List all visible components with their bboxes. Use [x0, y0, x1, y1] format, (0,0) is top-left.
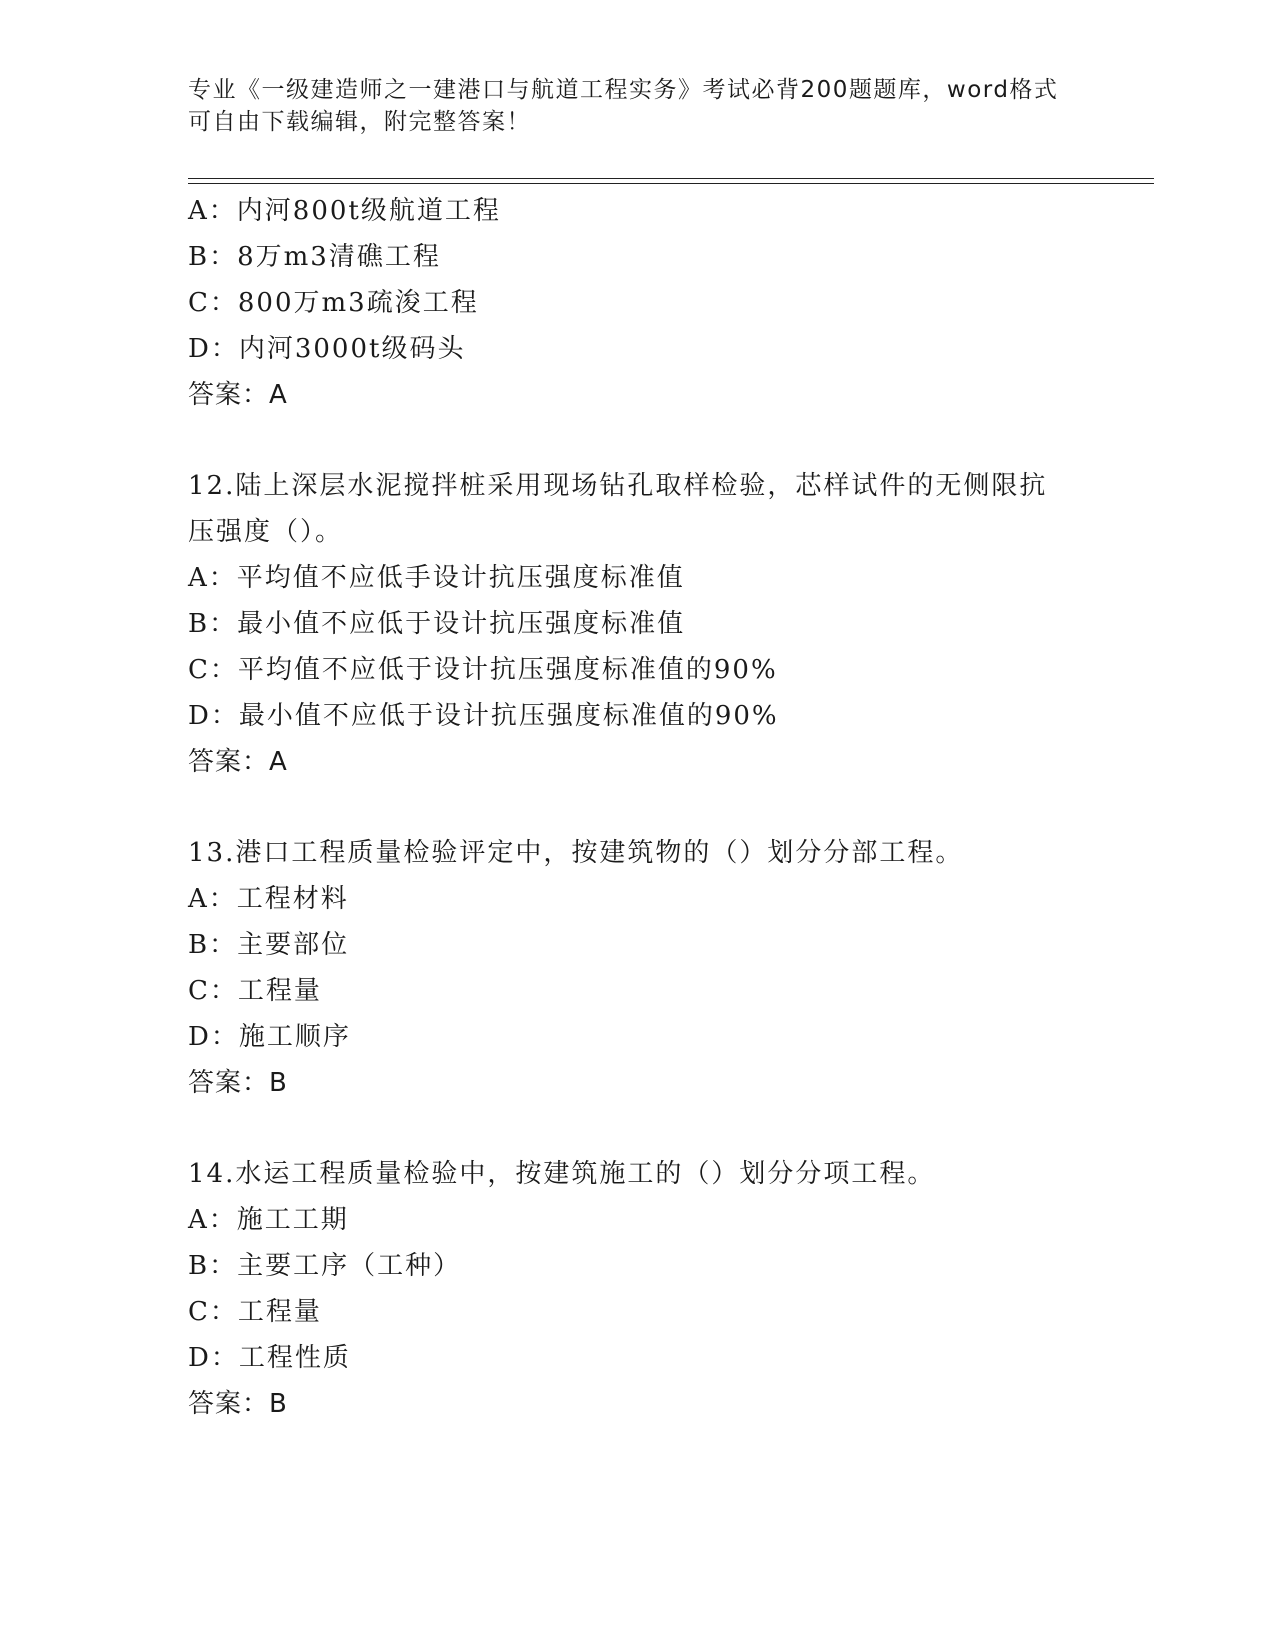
- question-12: [188, 463, 1154, 785]
- option-a: A：施工工期: [188, 1205, 349, 1235]
- option-d: D：内河3000t级码头: [188, 334, 466, 364]
- answer-line: 答案：B: [188, 1389, 288, 1419]
- option-b: B：8万m3清礁工程: [188, 242, 441, 272]
- option-b: B：主要工序（工种）: [188, 1251, 462, 1281]
- header-divider: [188, 178, 1154, 184]
- spacer: [188, 785, 1154, 830]
- question-13: [188, 830, 1154, 1106]
- question-list: [188, 188, 1154, 1427]
- document-header: [188, 74, 1088, 138]
- question-11: [188, 188, 1154, 418]
- option-a: A：工程材料: [188, 884, 349, 914]
- question-stem-line-1: 14.水运工程质量检验中，按建筑施工的（）划分分项工程。: [188, 1159, 936, 1189]
- question-14: [188, 1151, 1154, 1427]
- option-d: D：工程性质: [188, 1343, 351, 1373]
- question-stem-line-1: 13.港口工程质量检验评定中，按建筑物的（）划分分部工程。: [188, 838, 964, 868]
- option-c: C：工程量: [188, 976, 322, 1006]
- option-b: B：最小值不应低于设计抗压强度标准值: [188, 609, 686, 639]
- header-line-2: 可自由下载编辑，附完整答案！: [188, 109, 531, 135]
- option-d: D：施工顺序: [188, 1022, 351, 1052]
- question-stem-line-2: 压强度（）。: [188, 517, 344, 547]
- spacer: [188, 1106, 1154, 1151]
- option-b: B：主要部位: [188, 930, 350, 960]
- answer-line: 答案：A: [188, 380, 288, 410]
- option-a: A：内河800t级航道工程: [188, 196, 501, 226]
- option-a: A：平均值不应低手设计抗压强度标准值: [188, 563, 685, 593]
- answer-line: 答案：A: [188, 747, 288, 777]
- question-stem-line-1: 12.陆上深层水泥搅拌桩采用现场钻孔取样检验，芯样试件的无侧限抗: [188, 471, 1048, 501]
- option-d: D：最小值不应低于设计抗压强度标准值的90%: [188, 701, 779, 731]
- option-c: C：工程量: [188, 1297, 322, 1327]
- option-c: C：800万m3疏浚工程: [188, 288, 479, 318]
- header-line-1: 专业《一级建造师之一建港口与航道工程实务》考试必背200题题库，word格式: [188, 77, 1059, 103]
- spacer: [188, 418, 1154, 463]
- answer-line: 答案：B: [188, 1068, 288, 1098]
- option-c: C：平均值不应低于设计抗压强度标准值的90%: [188, 655, 778, 685]
